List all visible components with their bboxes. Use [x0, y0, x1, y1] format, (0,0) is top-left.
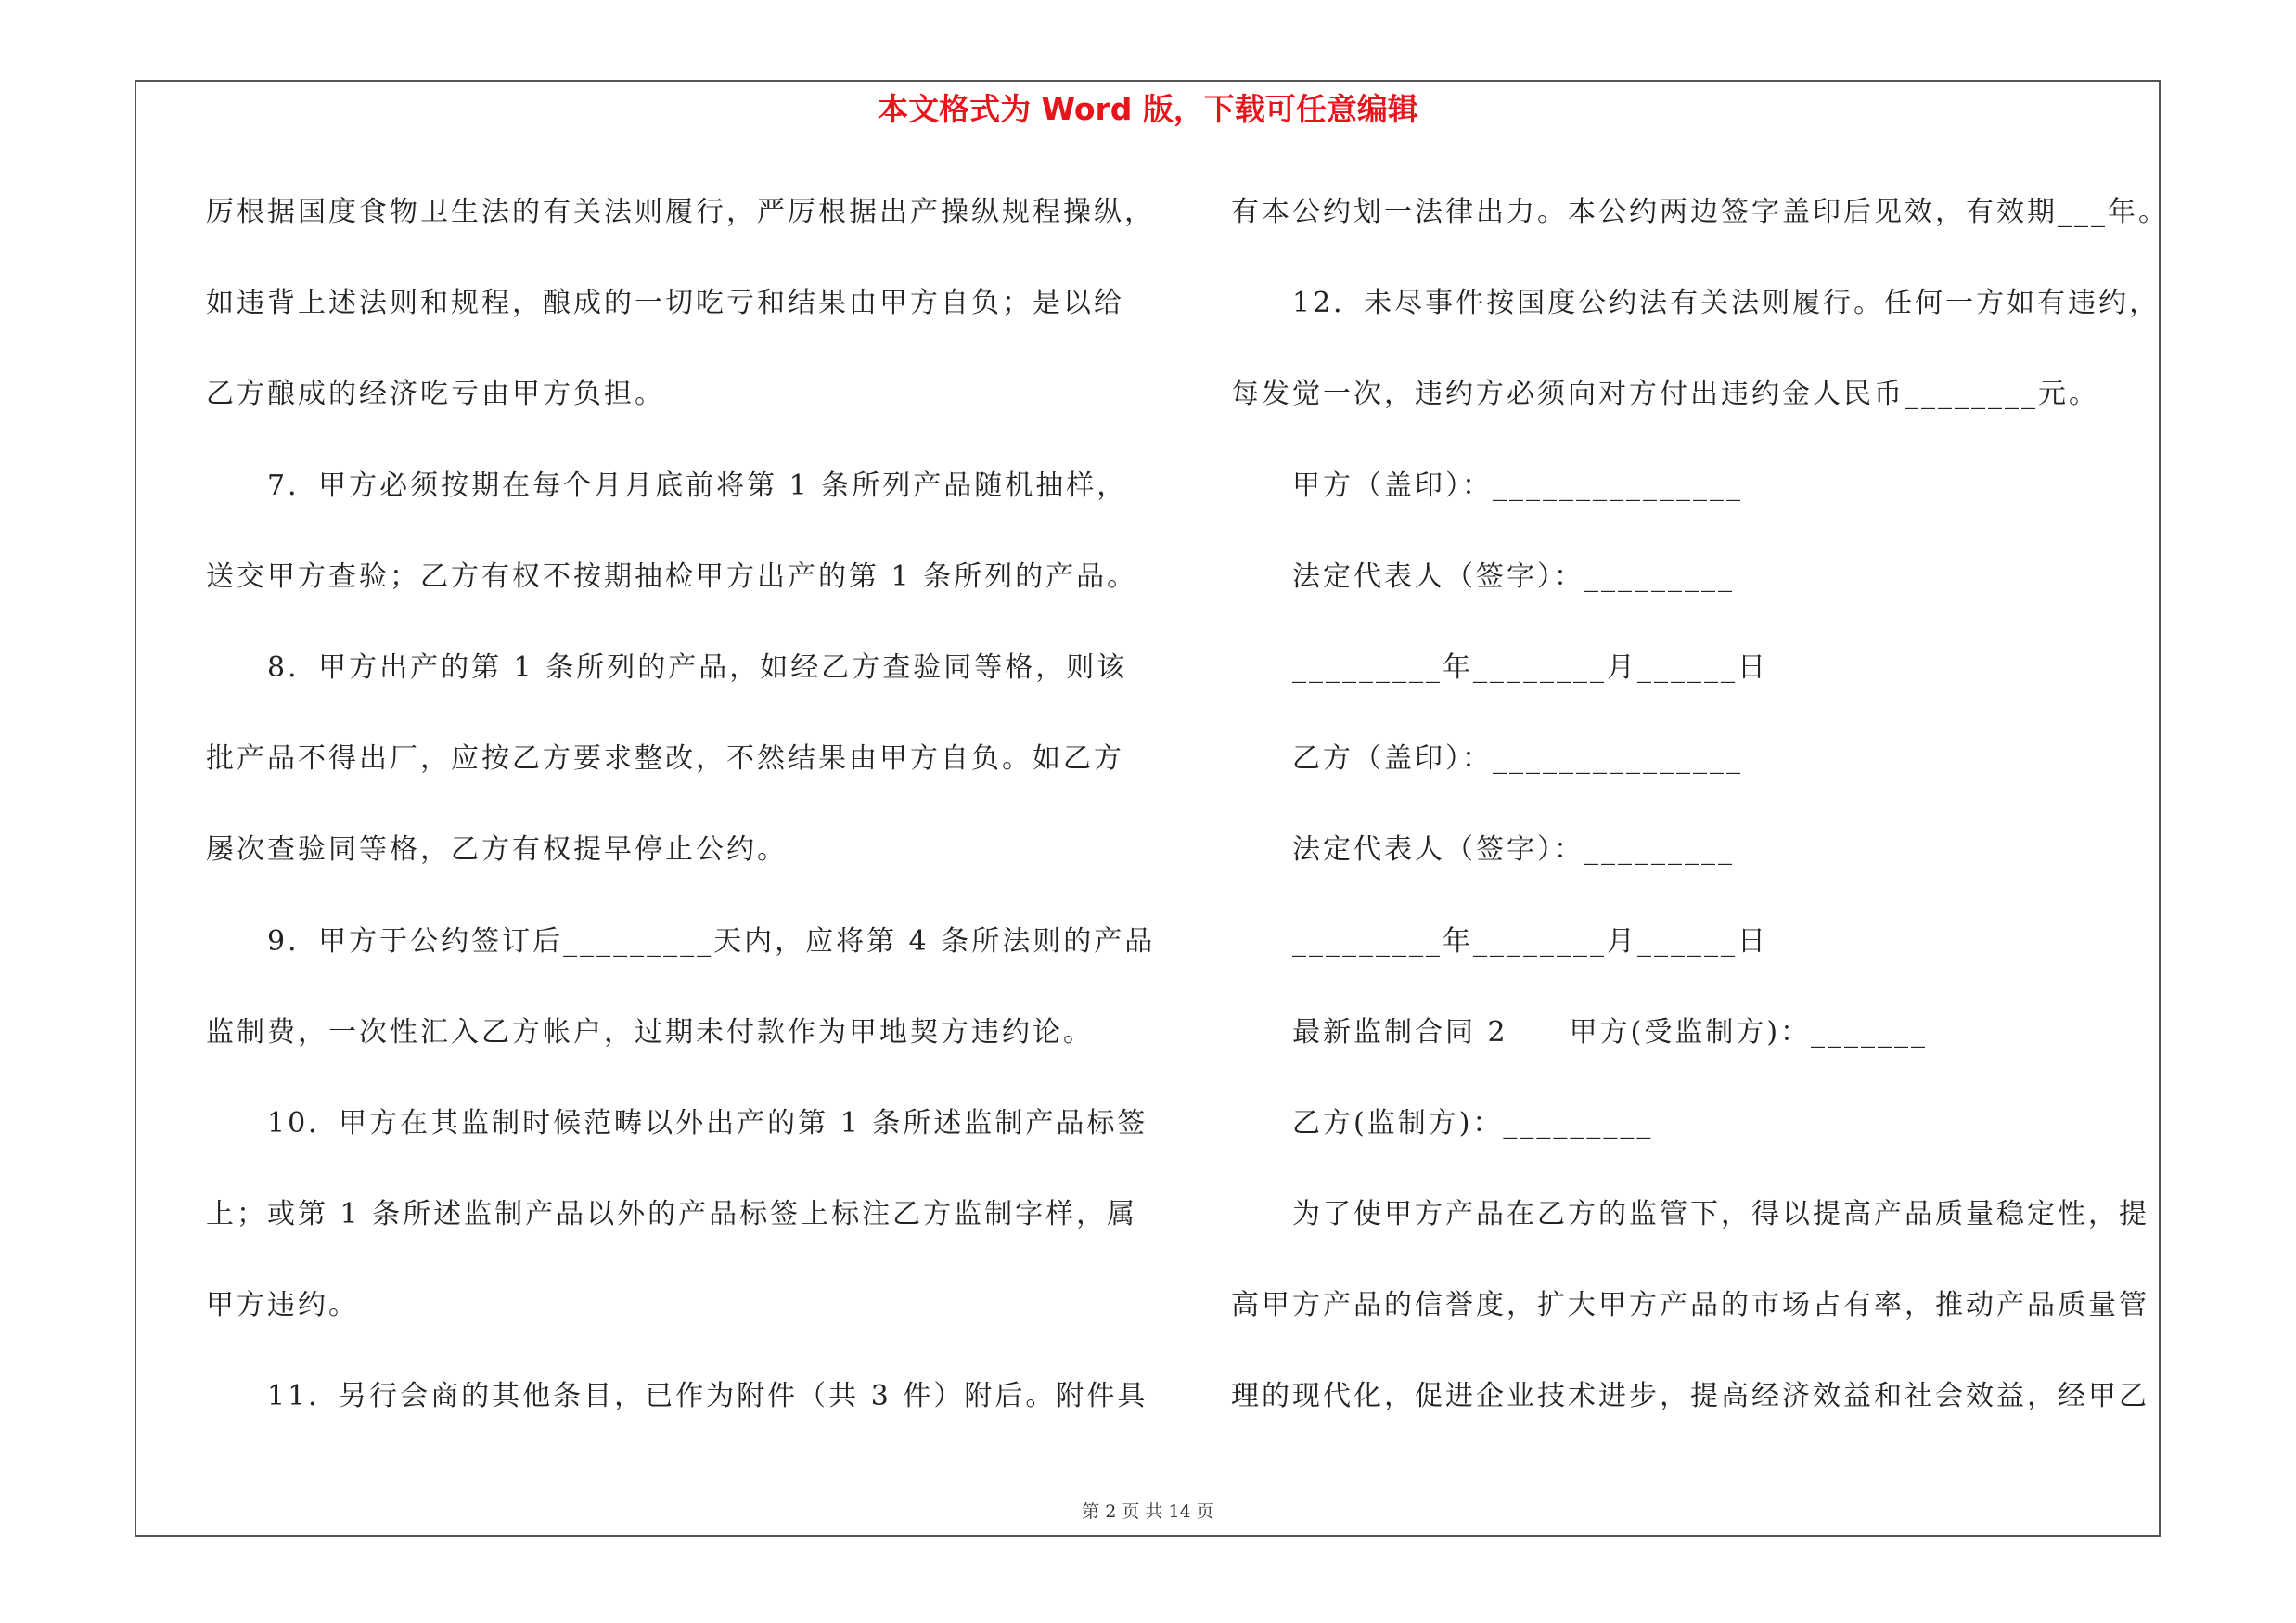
format-banner: 本文格式为 Word 版，下载可任意编辑: [878, 91, 1418, 127]
text-line: 批产品不得出厂，应按乙方要求整改，不然结果由甲方自负。如乙方: [206, 742, 1124, 776]
text-line: 高甲方产品的信誉度，扩大甲方产品的市场占有率，推动产品质量管: [1231, 1289, 2149, 1322]
text-line: 每发觉一次，违约方必须向对方付出违约金人民币________元。: [1231, 378, 2099, 411]
signature-line: 法定代表人（签字）：_________: [1292, 833, 1735, 867]
date-line: _________年________月______日: [1292, 650, 1768, 684]
text-line: 8．甲方出产的第 1 条所列的产品，如经乙方查验同等格，则该: [267, 650, 1128, 684]
text-line: 厉根据国度食物卫生法的有关法则履行，严厉根据出产操纵规程操纵，: [206, 196, 1155, 228]
text-line: 10．甲方在其监制时候范畴以外出产的第 1 条所述监制产品标签: [267, 1106, 1148, 1140]
text-line: 甲方违约。: [206, 1289, 359, 1322]
right-column: [1231, 184, 2173, 1460]
text-line: 上；或第 1 条所述监制产品以外的产品标签上标注乙方监制字样，属: [206, 1198, 1138, 1231]
signature-line: 甲方（盖印）：_______________: [1292, 469, 1743, 502]
text-line: 有本公约划一法律出力。本公约两边签字盖印后见效，有效期___年。: [1231, 196, 2169, 228]
text-line: 送交甲方查验；乙方有权不按期抽检甲方出产的第 1 条所列的产品。: [206, 560, 1138, 593]
text-line: 监制费，一次性汇入乙方帐户，过期未付款作为甲地契方违约论。: [206, 1015, 1094, 1049]
left-column: [206, 184, 1175, 1460]
signature-line: 法定代表人（签字）：_________: [1292, 560, 1735, 593]
text-line: 屡次查验同等格，乙方有权提早停止公约。: [206, 833, 788, 867]
text-line: 7．甲方必须按期在每个月月底前将第 1 条所列产品随机抽样，: [267, 469, 1128, 502]
text-line: 为了使甲方产品在乙方的监管下，得以提高产品质量稳定性，提: [1292, 1198, 2149, 1231]
text-line: 如违背上述法则和规程，酿成的一切吃亏和结果由甲方自负；是以给: [206, 287, 1124, 320]
signature-line: 乙方（盖印）：_______________: [1292, 742, 1743, 776]
text-line: 乙方酿成的经济吃亏由甲方负担。: [206, 378, 665, 411]
page-number: 第 2 页 共 14 页: [1082, 1501, 1214, 1522]
text-line: 11．另行会商的其他条目，已作为附件（共 3 件）附后。附件具: [267, 1380, 1148, 1413]
text-line: 12．未尽事件按国度公约法有关法则履行。任何一方如有违约，: [1292, 287, 2161, 320]
section-heading: 最新监制合同 2 甲方(受监制方)：_______: [1292, 1015, 1929, 1049]
date-line: _________年________月______日: [1292, 924, 1768, 958]
text-line: 理的现代化，促进企业技术进步，提高经济效益和社会效益，经甲乙: [1231, 1380, 2149, 1413]
text-line: 9．甲方于公约签订后_________天内，应将第 4 条所法则的产品: [267, 924, 1156, 958]
text-line: 乙方(监制方)：_________: [1292, 1106, 1654, 1140]
